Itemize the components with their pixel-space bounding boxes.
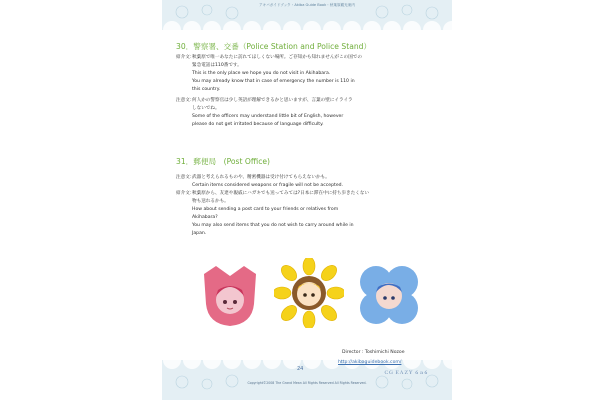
section-31-title: 31．郵便局 (Post Office) <box>176 157 271 166</box>
guidebook-url-link[interactable]: http://akibaguidebook.com/ <box>338 360 402 365</box>
section-30-line: This is the only place we hope you do not visit in Akihabara. <box>192 71 331 76</box>
page-number: 24 <box>297 366 304 372</box>
blue-flower-character-illustration <box>356 262 422 328</box>
section-30-line: 緊急電話は110番です。 <box>192 63 242 68</box>
section-31-line: How about sending a post card to your friends or relatives from <box>192 207 339 212</box>
section-30-title: 30．警察署、交番（Police Station and Police Stand） <box>176 42 372 51</box>
section-30-line: しないでね。 <box>192 106 220 111</box>
sunflower-character-illustration <box>274 258 344 328</box>
section-31-line: 物も送れるかも。 <box>192 199 229 204</box>
section-31-line: Japan. <box>192 231 207 236</box>
section-30-line: 注意文：何人かの警察官は少し英語が理解できるかと思いますが、言葉の壁にイライラ <box>176 98 353 103</box>
section-30-line: Some of the officers may understand little bit of English, however <box>192 114 344 119</box>
director-credit: Director : Toshimichi Nozoe <box>342 350 405 355</box>
cg-signature: ＣＧ ＥＡＺＹ ６ａ６ <box>384 371 429 376</box>
section-31-line: 注意文：武器と考えられるものや、精密機器は受け付けてもらえないかも。 <box>176 175 330 180</box>
section-30-line: this country. <box>192 87 221 92</box>
section-31-line: You may also send items that you do not wish to carry around while in <box>192 223 354 228</box>
page-header: アキバガイドブック・Akiba Guide Book・秋葉原観光案内 <box>259 3 355 7</box>
copyright-notice: Copyright©2008 The Grand Mean All Rights Reserved All Rights Reserved. <box>247 381 367 385</box>
section-31-line: Certain items considered weapons or fragile will not be accepted. <box>192 183 344 188</box>
pink-tulip-character-illustration <box>198 264 262 328</box>
section-30-line: please do not get irritated because of language difficulty. <box>192 122 324 127</box>
section-31-line: Akihabara? <box>192 215 218 220</box>
guidebook-page <box>162 0 452 400</box>
section-30-line: You may already know that in case of emergency the number is 110 in <box>192 79 355 84</box>
section-31-line: 紹介文：秋葉原から、友達や親戚にハガキでも送ってみては?日本に滞在中に持ち歩きたくない <box>176 191 370 196</box>
section-30-line: 紹介文：秋葉原で唯一あなたに訪れてほしくない場所。ご存知かも知れませんがこの国での <box>176 55 362 60</box>
